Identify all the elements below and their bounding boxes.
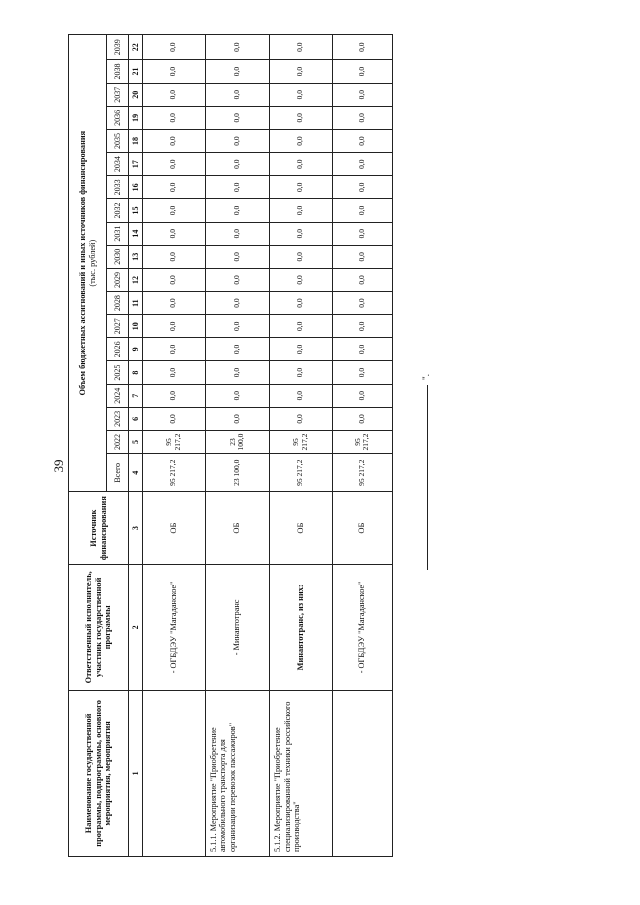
year-value: 0,0 xyxy=(270,83,333,106)
column-number: 21 xyxy=(129,60,143,83)
column-number: 7 xyxy=(129,384,143,407)
year-value: 0,0 xyxy=(270,153,333,176)
year-value: 0,0 xyxy=(143,106,206,129)
column-number: 1 xyxy=(129,690,143,856)
year-value: 0,0 xyxy=(270,407,333,430)
year-value: 0,0 xyxy=(270,60,333,83)
column-number: 12 xyxy=(129,268,143,291)
year-value: 0,0 xyxy=(143,35,206,60)
year-value: 0,0 xyxy=(270,384,333,407)
header-volume-units: (тыс. рублей) xyxy=(87,239,97,287)
table-row xyxy=(332,35,392,857)
header-year: 2030 xyxy=(107,245,129,268)
responsible-executor: Минавтотранс, из них: xyxy=(270,564,333,690)
header-year: 2029 xyxy=(107,268,129,291)
header-year: 2022 xyxy=(107,430,129,453)
column-number: 22 xyxy=(129,35,143,60)
year-value: 0,0 xyxy=(205,176,270,199)
year-value: 0,0 xyxy=(332,292,392,315)
year-value: 0,0 xyxy=(143,153,206,176)
year-value: 0,0 xyxy=(332,106,392,129)
header-year: 2032 xyxy=(107,199,129,222)
column-number: 11 xyxy=(129,292,143,315)
responsible-executor: - ОГБДЭУ "Магаданское" xyxy=(332,564,392,690)
year-value: 0,0 xyxy=(332,268,392,291)
year-value: 0,0 xyxy=(205,106,270,129)
year-value: 0,0 xyxy=(143,199,206,222)
year-value: 0,0 xyxy=(205,245,270,268)
year-value: 0,0 xyxy=(205,315,270,338)
year-value: 0,0 xyxy=(205,83,270,106)
table-row xyxy=(270,35,333,857)
header-responsible: Ответственный исполнитель, участник государственной программы xyxy=(69,564,129,690)
year-value: 0,0 xyxy=(143,361,206,384)
year-value: 0,0 xyxy=(270,222,333,245)
year-value: 0,0 xyxy=(205,199,270,222)
header-year: 2034 xyxy=(107,153,129,176)
header-name: Наименование государственной программы, подпрограммы, основного мероприятия, мероприятия xyxy=(69,690,129,856)
year-value: 0,0 xyxy=(143,129,206,152)
total-value: 95 217,2 xyxy=(270,454,333,492)
year-value: 0,0 xyxy=(143,407,206,430)
total-value: 95 217,2 xyxy=(332,454,392,492)
year-value: 0,0 xyxy=(205,361,270,384)
header-year: 2031 xyxy=(107,222,129,245)
total-value: 23 100,0 xyxy=(205,454,270,492)
year-value: 0,0 xyxy=(332,315,392,338)
responsible-executor: - Минавтотранс xyxy=(205,564,270,690)
year-value: 0,0 xyxy=(205,222,270,245)
column-number: 19 xyxy=(129,106,143,129)
page-number: 39 xyxy=(51,459,66,473)
header-volume xyxy=(69,35,107,492)
event-name xyxy=(143,690,206,856)
rotated-page xyxy=(68,34,393,857)
year-value: 0,0 xyxy=(143,338,206,361)
year-value: 0,0 xyxy=(332,60,392,83)
year-value: 0,0 xyxy=(270,245,333,268)
year-value: 0,0 xyxy=(270,361,333,384)
column-number: 10 xyxy=(129,315,143,338)
year-value: 0,0 xyxy=(332,153,392,176)
year-value: 0,0 xyxy=(143,384,206,407)
year-value: 0,0 xyxy=(143,292,206,315)
year-value: 0,0 xyxy=(143,83,206,106)
header-volume-title: Объем бюджетных ассигнований и иных источников финансирования xyxy=(77,130,87,396)
header-source: Источник финансирования xyxy=(69,492,129,565)
year-value: 0,0 xyxy=(205,268,270,291)
total-value: 95 217,2 xyxy=(143,454,206,492)
year-value: 0,0 xyxy=(332,245,392,268)
header-year: 2027 xyxy=(107,315,129,338)
year-value: 0,0 xyxy=(143,268,206,291)
year-value: 0,0 xyxy=(270,106,333,129)
year-value: 0,0 xyxy=(270,35,333,60)
column-number: 6 xyxy=(129,407,143,430)
header-year: 2028 xyxy=(107,292,129,315)
funding-source: ОБ xyxy=(205,492,270,565)
year-value: 0,0 xyxy=(332,129,392,152)
table-row xyxy=(143,35,206,857)
column-number: 15 xyxy=(129,199,143,222)
year-value: 0,0 xyxy=(270,176,333,199)
column-number: 8 xyxy=(129,361,143,384)
header-year: 2039 xyxy=(107,35,129,60)
year-value: 0,0 xyxy=(205,292,270,315)
year-value: 0,0 xyxy=(205,129,270,152)
year-value: 95 217,2 xyxy=(143,430,206,453)
year-value: 23 100,0 xyxy=(205,430,270,453)
year-value: 0,0 xyxy=(332,199,392,222)
header-year: 2036 xyxy=(107,106,129,129)
header-year: 2038 xyxy=(107,60,129,83)
funding-source: ОБ xyxy=(143,492,206,565)
year-value: 0,0 xyxy=(270,268,333,291)
year-value: 0,0 xyxy=(270,315,333,338)
table-row xyxy=(205,35,270,857)
funding-source: ОБ xyxy=(332,492,392,565)
event-name: 5.1.2. Мероприятие "Приобретение специализированной техники российского производства" xyxy=(270,690,333,856)
year-value: 0,0 xyxy=(332,384,392,407)
year-value: 0,0 xyxy=(270,338,333,361)
year-value: 0,0 xyxy=(332,83,392,106)
column-number: 3 xyxy=(129,492,143,565)
year-value: 0,0 xyxy=(143,222,206,245)
column-number: 13 xyxy=(129,245,143,268)
year-value: 0,0 xyxy=(270,129,333,152)
year-value: 0,0 xyxy=(205,60,270,83)
responsible-executor: - ОГБДЭУ "Магаданское" xyxy=(143,564,206,690)
column-number: 5 xyxy=(129,430,143,453)
year-value: 0,0 xyxy=(143,60,206,83)
year-value: 95 217,2 xyxy=(270,430,333,453)
event-name: 5.1.1. Мероприятие "Приобретение автомобильного транспорта для организации перевозок пассажиров" xyxy=(205,690,270,856)
column-number: 2 xyxy=(129,564,143,690)
year-value: 0,0 xyxy=(332,338,392,361)
header-year: 2023 xyxy=(107,407,129,430)
year-value: 0,0 xyxy=(143,315,206,338)
year-value: 0,0 xyxy=(332,361,392,384)
header-year: 2024 xyxy=(107,384,129,407)
column-number: 9 xyxy=(129,338,143,361)
header-year: 2035 xyxy=(107,129,129,152)
year-value: 0,0 xyxy=(143,245,206,268)
year-value: 0,0 xyxy=(205,338,270,361)
year-value: 0,0 xyxy=(205,35,270,60)
column-number: 4 xyxy=(129,454,143,492)
funding-source: ОБ xyxy=(270,492,333,565)
year-value: 0,0 xyxy=(205,153,270,176)
header-total: Всего xyxy=(107,454,129,492)
year-value: 0,0 xyxy=(205,384,270,407)
column-number: 17 xyxy=(129,153,143,176)
year-value: 0,0 xyxy=(332,407,392,430)
year-value: 0,0 xyxy=(332,176,392,199)
footnote-mark: ". xyxy=(420,374,431,380)
header-year: 2025 xyxy=(107,361,129,384)
year-value: 0,0 xyxy=(332,35,392,60)
header-year: 2026 xyxy=(107,338,129,361)
footnote-line xyxy=(427,385,428,570)
header-year: 2037 xyxy=(107,83,129,106)
column-number: 20 xyxy=(129,83,143,106)
year-value: 0,0 xyxy=(143,176,206,199)
column-number: 16 xyxy=(129,176,143,199)
funding-table xyxy=(68,34,393,857)
year-value: 0,0 xyxy=(332,222,392,245)
event-name xyxy=(332,690,392,856)
year-value: 0,0 xyxy=(270,292,333,315)
header-year: 2033 xyxy=(107,176,129,199)
column-number: 14 xyxy=(129,222,143,245)
year-value: 0,0 xyxy=(205,407,270,430)
year-value: 0,0 xyxy=(270,199,333,222)
column-number: 18 xyxy=(129,129,143,152)
year-value: 95 217,2 xyxy=(332,430,392,453)
